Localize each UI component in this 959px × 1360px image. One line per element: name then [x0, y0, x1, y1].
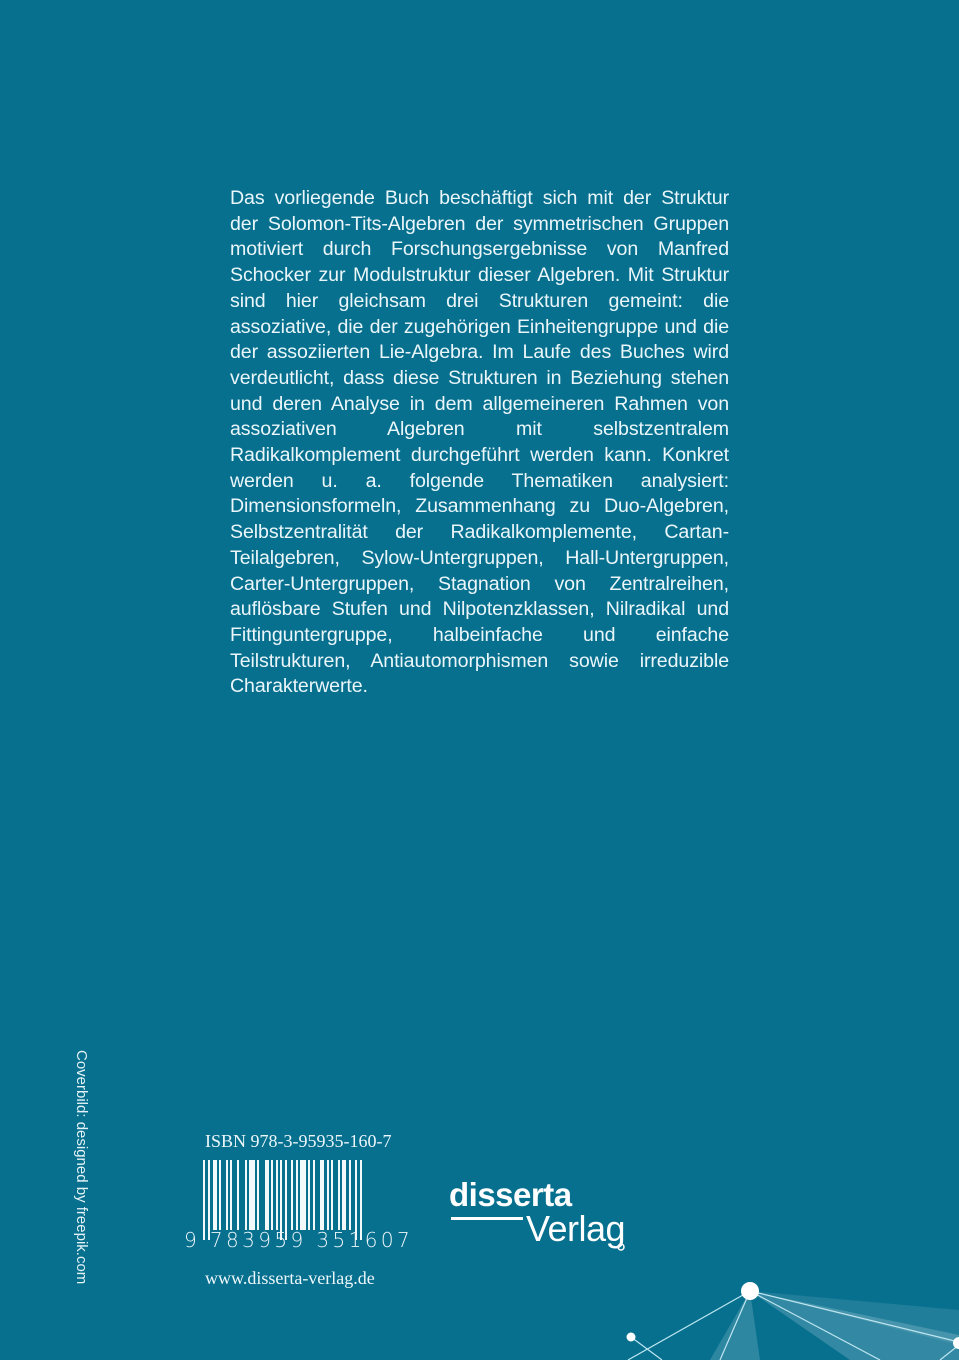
publisher-website: www.disserta-verlag.de [205, 1268, 375, 1288]
cover-image-credit: Coverbild: designed by freepik.com [73, 1050, 90, 1285]
blurb-paragraph: Das vorliegende Buch beschäftigt sich mit der Struktur der Solomon-Tits-Algebren der symmetrischen Gruppen motiviert durch Forschungsergebnisse von Manfred Schocker zur Modulstruktur dieser Algebren. Mit Struktur sind hier gleichsam drei Strukturen gemeint: die assoziative, die der zugehörigen Einheitengruppe und die der assoziierten Lie-Algebra. Im Laufe des Buches wird verdeutlicht, dass diese Strukturen in Beziehung stehen und deren Analyse in dem allgemeineren Rahmen von assoziativen Algebren mit selbstzentralem Radikalkomplement durchgeführt werden kann. Konkret werden u. a. folgende Thematiken analysiert: Dimensionsformeln, Zusammenhang zu Duo-Algebren, Selbstzentralität der Radikalkomplemente, Cartan-Teilalgebren, Sylow-Untergruppen, Hall-Untergruppen, Carter-Untergruppen, Stagnation von Zentralreihen, auflösbare Stufen und Nilpotenzklassen, Nilradikal und Fittinguntergruppe, halbeinfache und einfache Teilstrukturen, Antiautomorphismen sowie irreduzible Charakterwerte. [230, 187, 729, 698]
isbn-label: ISBN 978-3-95935-160-7 [205, 1131, 392, 1151]
publisher-logo-verlag: Verlag [526, 1208, 626, 1249]
barcode-number: 9 783959 351607 [184, 1228, 414, 1252]
publisher-logo-disserta: disserta [449, 1176, 572, 1213]
